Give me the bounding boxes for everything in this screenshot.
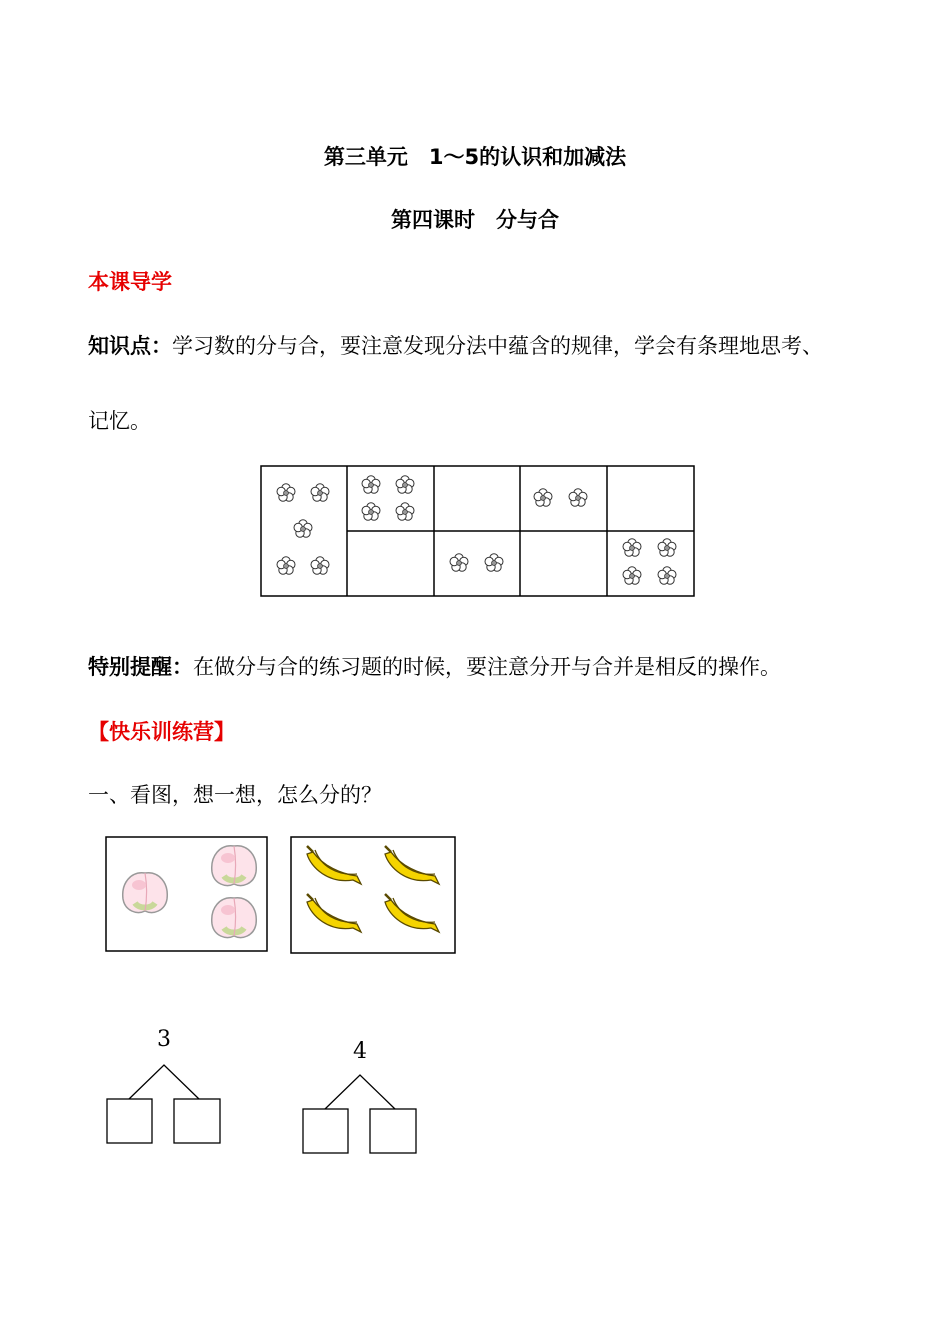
practice-heading: 【快乐训练营】 xyxy=(88,720,235,744)
unit-title: 第三单元 1～5的认识和加减法 xyxy=(323,145,627,169)
number-tree-2 xyxy=(303,1075,416,1153)
question-1: 一、看图，想一想，怎么分的？ xyxy=(88,783,382,807)
lesson-title: 第四课时 分与合 xyxy=(391,208,559,232)
flower-group-split4-bottom xyxy=(623,539,676,584)
tree1-total: 3 xyxy=(157,1027,171,1052)
tree2-right-box xyxy=(370,1109,416,1153)
tree1-left-box xyxy=(107,1099,152,1143)
tree1-right-box xyxy=(174,1099,220,1143)
flower-group-split1-top xyxy=(362,476,414,520)
knowledge-text-line1: 学习数的分与合，要注意发现分法中蕴含的规律，学会有条理地思考、 xyxy=(172,334,823,358)
flower-group-split3-top xyxy=(534,489,587,506)
knowledge-label: 知识点： xyxy=(88,334,172,358)
reminder xyxy=(88,651,781,681)
reminder-label: 特别提醒： xyxy=(88,655,193,679)
tree2-total: 4 xyxy=(353,1039,367,1064)
flower-group-split2-bottom xyxy=(450,554,503,571)
flower-group-total xyxy=(277,484,329,574)
knowledge-text-line2: 记忆。 xyxy=(88,409,151,433)
number-tree-1 xyxy=(107,1065,220,1143)
guide-heading: 本课导学 xyxy=(88,270,172,294)
reminder-text: 在做分与合的练习题的时候，要注意分开与合并是相反的操作。 xyxy=(193,655,781,679)
tree2-left-box xyxy=(303,1109,348,1153)
